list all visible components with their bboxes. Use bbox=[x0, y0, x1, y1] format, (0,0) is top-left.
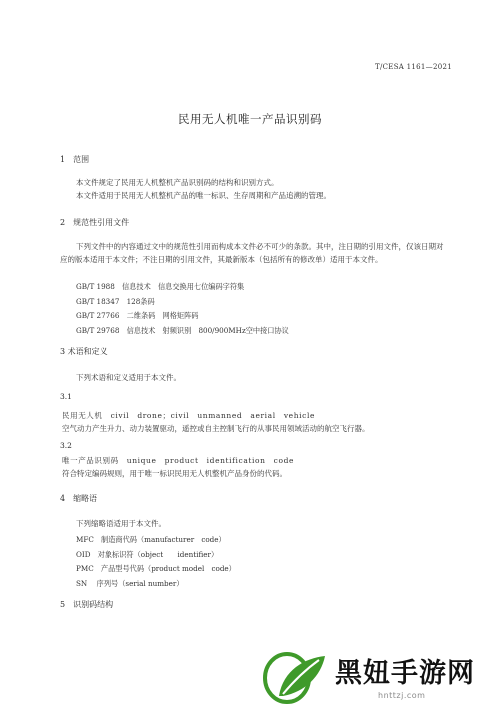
green-leaf-logo-icon bbox=[261, 648, 329, 704]
standard-number: T/CESA 1161—2021 bbox=[375, 63, 452, 71]
reference-item: GB/T 18347 128条码 bbox=[76, 296, 155, 306]
section-4-intro: 下列缩略语适用于本文件。 bbox=[76, 519, 166, 528]
reference-list bbox=[76, 280, 289, 339]
term-3-1-number: 3.1 bbox=[60, 392, 72, 401]
section-2-intro: 下列文件中的内容通过文中的规范性引用而构成本文件必不可少的条款。其中，注日期的引用文件，仅该日期对应的版本适用于本文件；不注日期的引用文件，其最新版本（包括所有的修改单）适用于本文件。 bbox=[60, 242, 444, 264]
section-1-heading: 1 范围 bbox=[60, 155, 90, 164]
term-3-1-title: 民用无人机 civil drone；civil unmanned aerial vehicle bbox=[62, 411, 315, 420]
abbreviation-item: PMC 产品型号代码（product model code） bbox=[76, 564, 236, 573]
section-5-heading: 5 识别码结构 bbox=[60, 600, 114, 609]
reference-item: GB/T 1988 信息技术 信息交换用七位编码字符集 bbox=[76, 282, 245, 291]
section-3-heading: 3 术语和定义 bbox=[60, 347, 108, 356]
site-watermark[interactable] bbox=[255, 645, 500, 707]
term-3-2-title: 唯一产品识别码 unique product identification code bbox=[62, 456, 295, 465]
reference-item: GB/T 29768 信息技术 射频识别 800/900MHz空中接口协议 bbox=[76, 326, 289, 336]
section-3-intro: 下列术语和定义适用于本文件。 bbox=[76, 373, 181, 382]
abbreviation-item: OID 对象标识符（object identifier） bbox=[76, 549, 219, 559]
term-3-1-definition: 空气动力产生升力、动力装置驱动，遥控或自主控制飞行的从事民用领域活动的航空飞行器。 bbox=[62, 424, 370, 433]
reference-item: GB/T 27766 二维条码 网格矩阵码 bbox=[76, 311, 199, 321]
abbreviation-item: MFC 制造商代码（manufacturer code） bbox=[76, 535, 226, 544]
term-3-2-number: 3.2 bbox=[60, 441, 72, 450]
section-1-line-1: 本文件规定了民用无人机整机产品识别码的结构和识别方式。 bbox=[76, 178, 279, 187]
section-2-heading: 2 规范性引用文件 bbox=[60, 218, 130, 227]
watermark-text: 黑妞手游网 bbox=[335, 658, 475, 689]
section-1-line-2: 本文件适用于民用无人机整机产品的唯一标识、生存周期和产品追溯的管理。 bbox=[76, 191, 331, 200]
abbreviation-item: SN 序列号（serial number） bbox=[76, 578, 184, 588]
watermark-url[interactable]: hnttzj.com bbox=[378, 691, 426, 700]
section-4-heading: 4 缩略语 bbox=[60, 494, 98, 503]
term-3-2-definition: 符合特定编码规则，用于唯一标识民用无人机整机产品身份的代码。 bbox=[62, 469, 287, 478]
document-title: 民用无人机唯一产品识别码 bbox=[178, 112, 322, 126]
abbreviation-list bbox=[76, 533, 236, 591]
